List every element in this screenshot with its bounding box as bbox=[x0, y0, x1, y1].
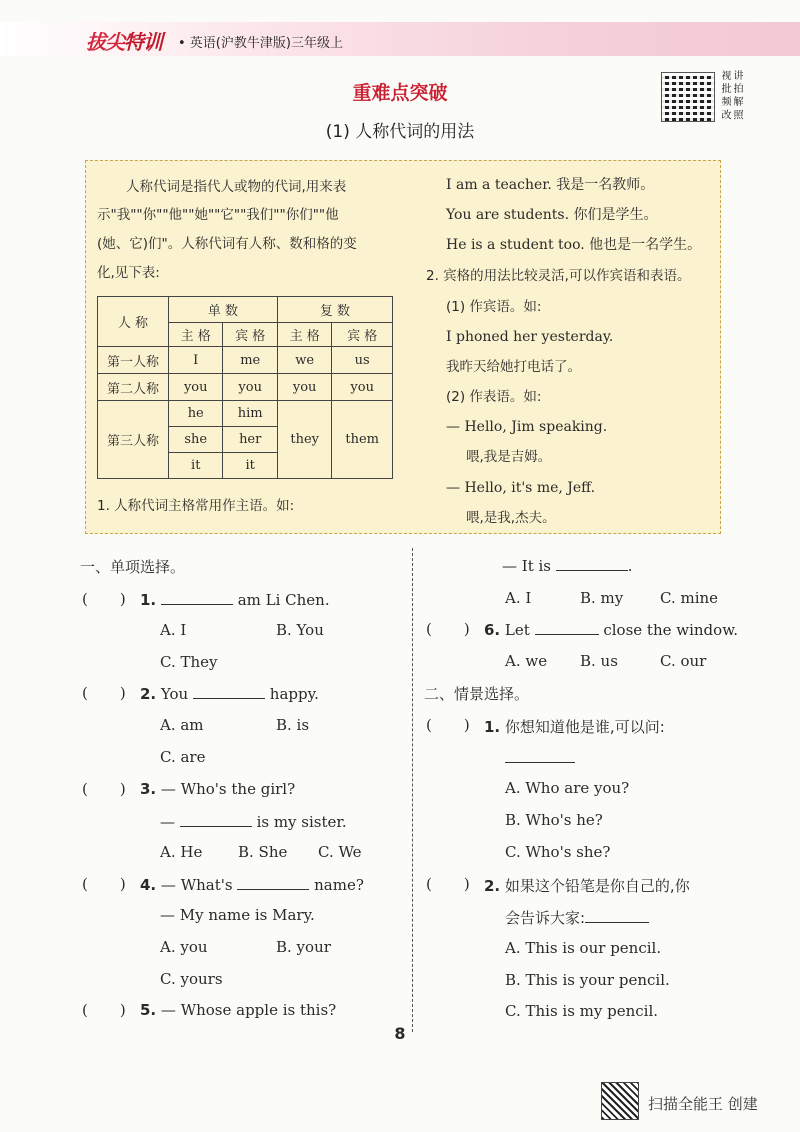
pronoun-table bbox=[97, 296, 393, 479]
right-line: — Hello, Jim speaking. bbox=[446, 419, 608, 435]
s2-question-2: 2. 如果这个铅笔是你自己的,你 bbox=[484, 877, 690, 895]
option-c[interactable]: C. This is my pencil. bbox=[505, 1002, 659, 1020]
watermark-qr-icon bbox=[601, 1082, 639, 1120]
row-label: 第一人称 bbox=[98, 347, 169, 374]
option-c[interactable]: C. Who's she? bbox=[505, 843, 611, 861]
row-label: 第二人称 bbox=[98, 374, 169, 401]
answer-paren[interactable]: ( ) bbox=[82, 684, 126, 702]
question-4: 4. — What's name? bbox=[140, 876, 364, 894]
answer-paren[interactable]: ( ) bbox=[426, 716, 470, 734]
cell: you bbox=[277, 374, 331, 401]
cell: him bbox=[223, 401, 277, 427]
answer-blank[interactable] bbox=[161, 590, 233, 605]
cell: I bbox=[169, 347, 223, 374]
option-c[interactable]: C. are bbox=[160, 748, 206, 766]
cell: they bbox=[277, 401, 331, 479]
th-singular: 单 数 bbox=[169, 297, 278, 323]
option-b[interactable]: B. your bbox=[276, 938, 331, 956]
cell: you bbox=[223, 374, 277, 401]
column-divider bbox=[412, 548, 413, 1032]
option-a[interactable]: A. I bbox=[505, 589, 532, 607]
answer-blank[interactable] bbox=[556, 556, 628, 571]
page-number: 8 bbox=[394, 1024, 406, 1043]
question-5: 5. — Whose apple is this? bbox=[140, 1001, 337, 1019]
series-title: • 英语(沪教牛津版)三年级上 bbox=[178, 36, 343, 51]
intro-line: 人称代词是指代人或物的代词,用来表 bbox=[126, 179, 347, 195]
intro-line: 示"我""你""他""她""它""我们""你们""他 bbox=[97, 207, 339, 223]
option-a[interactable]: A. I bbox=[160, 621, 187, 639]
answer-blank[interactable] bbox=[535, 620, 599, 635]
option-c[interactable]: C. our bbox=[660, 652, 707, 670]
cell: us bbox=[332, 347, 393, 374]
intro-line: 化,见下表: bbox=[97, 265, 160, 281]
page-title: 重难点突破 bbox=[352, 82, 448, 104]
page-subtitle: (1) 人称代词的用法 bbox=[325, 122, 475, 142]
cell: me bbox=[223, 347, 277, 374]
cell: them bbox=[332, 401, 393, 479]
right-line: 我昨天给她打电话了。 bbox=[446, 359, 581, 375]
answer-paren[interactable]: ( ) bbox=[426, 620, 470, 638]
option-b[interactable]: B. is bbox=[276, 716, 310, 734]
question-4-line2: — My name is Mary. bbox=[160, 906, 315, 924]
answer-paren[interactable]: ( ) bbox=[426, 875, 470, 893]
s2-q1-blank[interactable] bbox=[505, 748, 575, 767]
option-b[interactable]: B. You bbox=[276, 621, 324, 639]
th-subject: 主 格 bbox=[169, 323, 223, 347]
option-b[interactable]: B. us bbox=[580, 652, 618, 670]
option-a[interactable]: A. He bbox=[160, 843, 203, 861]
section2-title: 二、情景选择。 bbox=[424, 685, 530, 703]
note-1: 1. 人称代词主格常用作主语。如: bbox=[97, 498, 295, 514]
th-person: 人 称 bbox=[98, 297, 169, 347]
right-line: I phoned her yesterday. bbox=[446, 329, 614, 345]
option-b[interactable]: B. my bbox=[580, 589, 624, 607]
cell: she bbox=[169, 427, 223, 453]
section1-title: 一、单项选择。 bbox=[80, 558, 186, 576]
th-object: 宾 格 bbox=[223, 323, 277, 347]
brand-logo: 拔尖特训 bbox=[86, 30, 162, 54]
cell: her bbox=[223, 427, 277, 453]
answer-blank[interactable] bbox=[193, 684, 265, 699]
th-plural: 复 数 bbox=[277, 297, 392, 323]
question-1: 1. am Li Chen. bbox=[140, 591, 330, 609]
option-c[interactable]: C. yours bbox=[160, 970, 223, 988]
cell: it bbox=[223, 453, 277, 479]
answer-paren[interactable]: ( ) bbox=[82, 590, 126, 608]
right-line: 喂,我是吉姆。 bbox=[466, 449, 552, 465]
option-a[interactable]: A. you bbox=[160, 938, 208, 956]
th-object: 宾 格 bbox=[332, 323, 393, 347]
right-line: — Hello, it's me, Jeff. bbox=[446, 480, 596, 496]
right-line: 喂,是我,杰夫。 bbox=[466, 510, 556, 526]
question-5-line2: — It is . bbox=[502, 557, 633, 575]
question-6: 6. Let close the window. bbox=[484, 621, 739, 639]
s2-question-1: 1. 你想知道他是谁,可以问: bbox=[484, 718, 665, 736]
cell: he bbox=[169, 401, 223, 427]
table-row bbox=[98, 401, 393, 427]
answer-blank[interactable] bbox=[180, 812, 252, 827]
right-line: 2. 宾格的用法比较灵活,可以作宾语和表语。 bbox=[426, 268, 691, 284]
right-line: (1) 作宾语。如: bbox=[446, 299, 542, 315]
answer-blank[interactable] bbox=[585, 908, 649, 923]
question-3-line2: — is my sister. bbox=[160, 813, 347, 831]
question-2: 2. You happy. bbox=[140, 685, 319, 703]
cell: you bbox=[169, 374, 223, 401]
th-subject: 主 格 bbox=[277, 323, 331, 347]
option-a[interactable]: A. we bbox=[505, 652, 548, 670]
cell: we bbox=[277, 347, 331, 374]
option-a[interactable]: A. This is our pencil. bbox=[505, 939, 662, 957]
answer-blank[interactable] bbox=[237, 875, 309, 890]
answer-paren[interactable]: ( ) bbox=[82, 1001, 126, 1019]
answer-paren[interactable]: ( ) bbox=[82, 875, 126, 893]
option-c[interactable]: C. mine bbox=[660, 589, 719, 607]
option-a[interactable]: A. Who are you? bbox=[505, 779, 630, 797]
option-b[interactable]: B. This is your pencil. bbox=[505, 971, 670, 989]
watermark: 扫描全能王 创建 bbox=[648, 1095, 758, 1113]
right-line: I am a teacher. 我是一名教师。 bbox=[446, 177, 655, 193]
qr-code-icon[interactable] bbox=[661, 72, 715, 122]
option-c[interactable]: C. We bbox=[318, 843, 362, 861]
cell: it bbox=[169, 453, 223, 479]
qr-labels: 讲 拍 解 照 视 批 频 改 bbox=[719, 70, 742, 120]
question-3: 3. — Who's the girl? bbox=[140, 780, 296, 798]
right-line: You are students. 你们是学生。 bbox=[446, 207, 658, 223]
option-b[interactable]: B. She bbox=[238, 843, 288, 861]
row-label: 第三人称 bbox=[98, 401, 169, 479]
cell: you bbox=[332, 374, 393, 401]
intro-line: (她、它)们"。人称代词有人称、数和格的变 bbox=[97, 236, 357, 252]
answer-paren[interactable]: ( ) bbox=[82, 780, 126, 798]
right-line: (2) 作表语。如: bbox=[446, 389, 542, 405]
option-b[interactable]: B. Who's he? bbox=[505, 811, 603, 829]
s2-question-2-line2: 会告诉大家: bbox=[505, 907, 649, 928]
option-c[interactable]: C. They bbox=[160, 653, 218, 671]
option-a[interactable]: A. am bbox=[160, 716, 204, 734]
table-row bbox=[98, 374, 393, 401]
table-row bbox=[98, 347, 393, 374]
right-line: He is a student too. 他也是一名学生。 bbox=[446, 237, 702, 253]
